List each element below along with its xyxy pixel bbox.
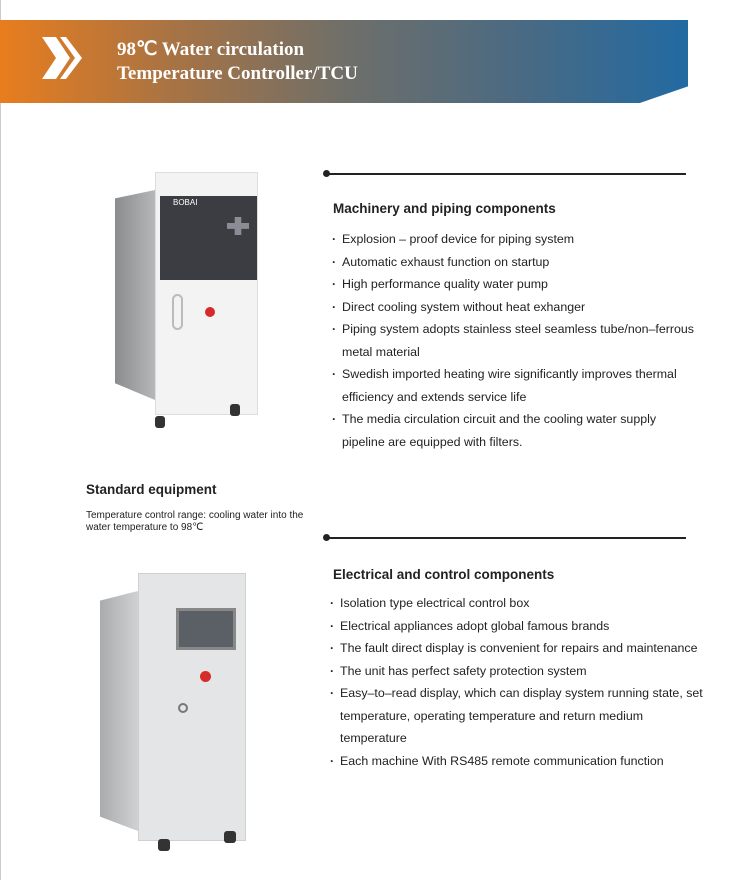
list-item: · Piping system adopts stainless steel seamless tube/non–ferrous metal material: [330, 318, 700, 363]
list-item: · Easy–to–read display, which can display system running state, set temperature, operating temperature and return medium temperature: [328, 682, 708, 750]
list-item: · The fault direct display is convenient for repairs and maintenance: [328, 637, 708, 660]
section-divider: [325, 537, 686, 539]
standard-equipment-heading: Standard equipment: [86, 482, 217, 497]
brand-label: BOBAI: [173, 198, 198, 207]
list-item: · The media circulation circuit and the cooling water supply pipeline are equipped with filters.: [330, 408, 700, 453]
electrical-heading: Electrical and control components: [333, 567, 555, 582]
double-chevron-right-icon: [40, 35, 86, 81]
product-image-machine-2: [100, 573, 248, 853]
list-item: · Explosion – proof device for piping system: [330, 228, 700, 251]
list-item: · The unit has perfect safety protection system: [328, 660, 708, 683]
electrical-list: [328, 592, 708, 772]
list-item: · Electrical appliances adopt global famous brands: [328, 615, 708, 638]
list-item: · Automatic exhaust function on startup: [330, 251, 700, 274]
list-item: · Swedish imported heating wire significantly improves thermal efficiency and extends service life: [330, 363, 700, 408]
product-image-machine-1: [115, 172, 260, 430]
standard-equipment-text: Temperature control range: cooling water into the water temperature to 98℃: [86, 510, 304, 533]
section-divider: [325, 173, 686, 175]
page-edge: [0, 0, 1, 880]
machinery-list: [330, 228, 700, 453]
machinery-heading: Machinery and piping components: [333, 201, 556, 216]
list-item: · Each machine With RS485 remote communication function: [328, 750, 708, 773]
list-item: · Direct cooling system without heat exhanger: [330, 296, 700, 319]
page-title: [117, 38, 358, 86]
list-item: · High performance quality water pump: [330, 273, 700, 296]
title-line-2: Temperature Controller/TCU: [117, 63, 358, 84]
list-item: · Isolation type electrical control box: [328, 592, 708, 615]
title-line-1: 98℃ Water circulation: [117, 39, 305, 60]
